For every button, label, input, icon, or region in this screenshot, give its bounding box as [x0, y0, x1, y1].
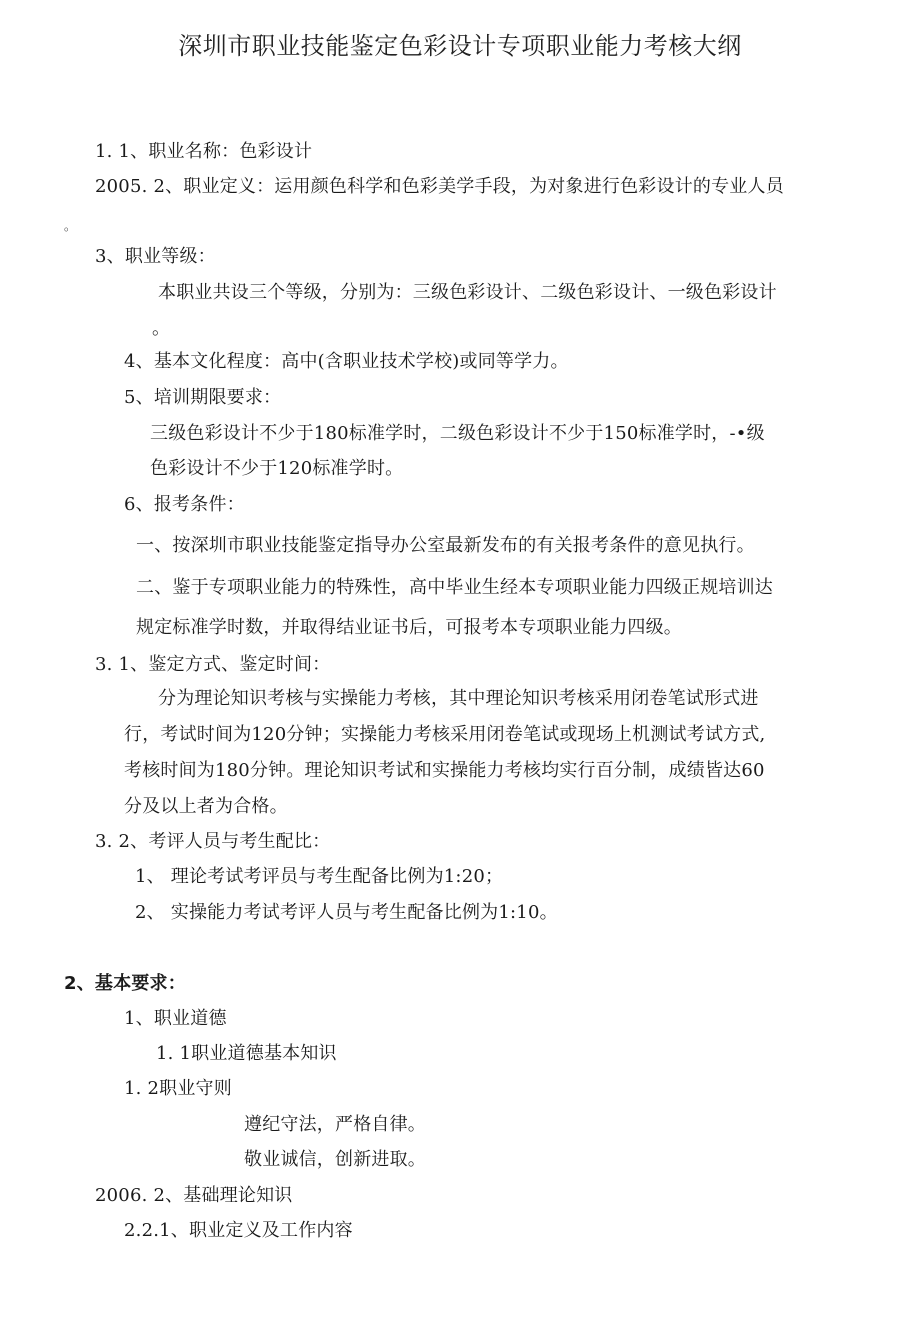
text-line-training-heading: 5、培训期限要求： — [124, 387, 282, 408]
text-line-conduct-two: 敬业诚信，创新进取。 — [244, 1149, 426, 1170]
text-line-occupation-name: 1. 1、职业名称：色彩设计 — [95, 141, 313, 162]
text-line-conditions-heading: 6、报考条件： — [124, 494, 245, 515]
text-line-ratio-practical: 2、 实操能力考试考评人员与考生配备比例为1:10。 — [135, 902, 558, 923]
text-line-professional-ethics: 1、职业道德 — [124, 1008, 227, 1029]
text-line-period: 。 — [152, 318, 171, 339]
text-line-assessment-method: 分为理论知识考核与实操能力考核，其中理论知识考核采用闭卷笔试形式进 — [158, 688, 759, 709]
text-line-training-hours: 三级色彩设计不少于180标准学时，二级色彩设计不少于150标准学时，-•级 — [150, 423, 765, 444]
text-line-assessment-method-heading: 3. 1、鉴定方式、鉴定时间： — [95, 654, 331, 675]
text-line-occupation-levels: 本职业共设三个等级，分别为：三级色彩设计、二级色彩设计、一级色彩设计 — [158, 282, 777, 303]
text-line-code-of-conduct: 1. 2职业守则 — [124, 1078, 232, 1099]
text-line-condition-two-cont: 规定标准学时数，并取得结业证书后，可报考本专项职业能力四级。 — [136, 617, 682, 638]
text-line-ethics-knowledge: 1. 1职业道德基本知识 — [156, 1043, 337, 1064]
text-line-training-hours-cont: 色彩设计不少于120标准学时。 — [150, 458, 404, 479]
text-line-assessment-method-cont3: 分及以上者为合格。 — [124, 796, 288, 817]
text-line-ratio-heading: 3. 2、考评人员与考生配比： — [95, 831, 331, 852]
document-title: 深圳市职业技能鉴定色彩设计专项职业能力考核大纲 — [178, 32, 742, 60]
section-heading-basic-requirements: 2、基本要求： — [64, 973, 186, 994]
text-line-condition-two: 二、鉴于专项职业能力的特殊性，高中毕业生经本专项职业能力四级正规培训达 — [136, 577, 773, 598]
text-line-assessment-method-cont1: 行，考试时间为120分钟；实操能力考核采用闭卷笔试或现场上机测试考试方式, — [124, 724, 766, 745]
text-line-ratio-theory: 1、 理论考试考评员与考生配备比例为1:20； — [135, 866, 504, 887]
text-line-period: 。 — [64, 219, 77, 233]
text-line-occupation-level-heading: 3、职业等级： — [95, 246, 216, 267]
text-line-occupation-definition: 2005. 2、职业定义：运用颜色科学和色彩美学手段，为对象进行色彩设计的专业人员 — [95, 176, 784, 197]
text-line-education: 4、基本文化程度：高中(含职业技术学校)或同等学力。 — [124, 351, 569, 372]
text-line-assessment-method-cont2: 考核时间为180分钟。理论知识考试和实操能力考核均实行百分制，成绩皆达60 — [124, 760, 765, 781]
text-line-basic-theory: 2006. 2、基础理论知识 — [95, 1185, 293, 1206]
text-line-definition-and-work: 2.2.1、职业定义及工作内容 — [124, 1220, 353, 1241]
text-line-conduct-one: 遵纪守法，严格自律。 — [244, 1114, 426, 1135]
text-line-condition-one: 一、按深圳市职业技能鉴定指导办公室最新发布的有关报考条件的意见执行。 — [136, 535, 755, 556]
